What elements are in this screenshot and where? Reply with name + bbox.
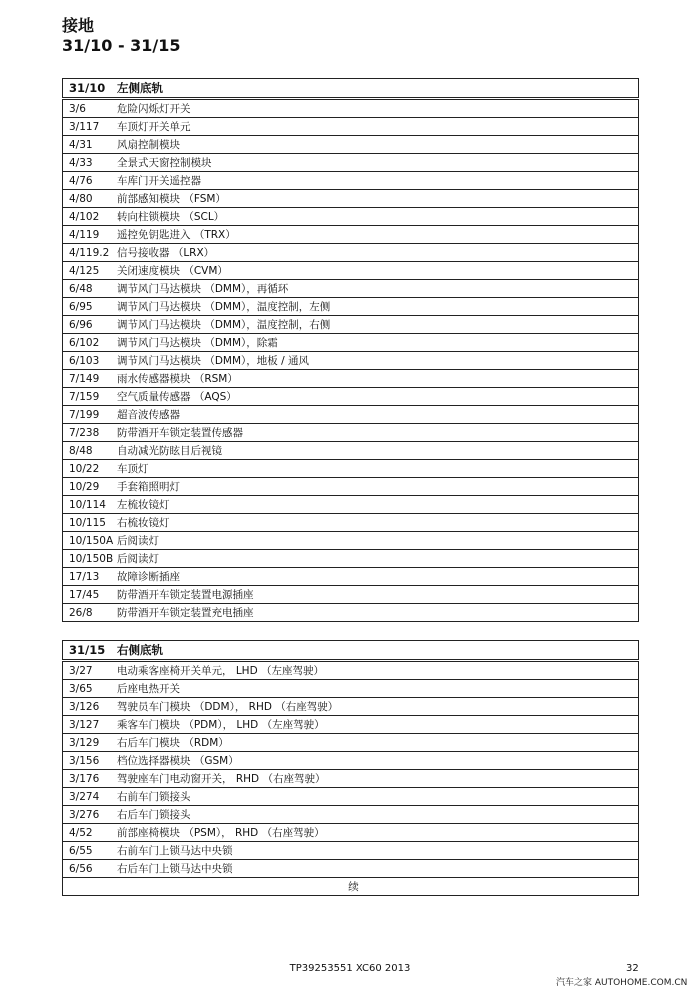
table-row (63, 586, 639, 604)
component-description: 后阅读灯 (113, 532, 639, 550)
table-row (63, 604, 639, 622)
table-row (63, 698, 639, 716)
table-row (63, 136, 639, 154)
component-description: 调节风门马达模块 （DMM），温度控制，右侧 (113, 316, 639, 334)
component-code: 7/159 (63, 388, 114, 406)
table-row (63, 280, 639, 298)
table-row (63, 478, 639, 496)
component-description: 后座电热开关 (113, 680, 639, 698)
table-row (63, 770, 639, 788)
table-header (63, 79, 639, 99)
table-row (63, 154, 639, 172)
table-row (63, 172, 639, 190)
component-description: 危险闪烁灯开关 (113, 99, 639, 118)
component-description: 右前车门上锁马达中央锁 (113, 842, 639, 860)
component-description: 故障诊断插座 (113, 568, 639, 586)
table-row (63, 406, 639, 424)
table-row (63, 334, 639, 352)
table-row (63, 860, 639, 878)
component-code: 10/150B (63, 550, 114, 568)
table-row (63, 190, 639, 208)
component-description: 信号接收器 （LRX） (113, 244, 639, 262)
component-code: 10/22 (63, 460, 114, 478)
page-subtitle: 31/10 - 31/15 (62, 36, 181, 55)
table-row (63, 262, 639, 280)
table-row (63, 298, 639, 316)
page-title: 接地 (62, 16, 95, 35)
component-description: 遥控免钥匙进入 （TRX） (113, 226, 639, 244)
component-code: 6/96 (63, 316, 114, 334)
table-row (63, 824, 639, 842)
footer-document-id: TP39253551 XC60 2013 (289, 963, 411, 974)
component-code: 10/114 (63, 496, 114, 514)
component-description: 电动乘客座椅开关单元， LHD （左座驾驶） (113, 661, 639, 680)
table-row (63, 842, 639, 860)
table-row (63, 226, 639, 244)
component-description: 前部座椅模块 （PSM）， RHD （右座驾驶） (113, 824, 639, 842)
component-description: 驾驶员车门模块 （DDM）， RHD （右座驾驶） (113, 698, 639, 716)
table-header-name: 右侧底轨 (113, 641, 639, 661)
left-rail-table (62, 78, 639, 622)
table-header-code: 31/10 (63, 79, 114, 99)
table-row (63, 806, 639, 824)
component-description: 防带酒开车锁定装置传感器 (113, 424, 639, 442)
table-row (63, 788, 639, 806)
component-description: 右后车门锁接头 (113, 806, 639, 824)
component-code: 6/55 (63, 842, 114, 860)
component-code: 3/6 (63, 99, 114, 118)
watermark-text: 汽车之家 AUTOHOME.COM.CN (556, 978, 688, 988)
component-code: 4/31 (63, 136, 114, 154)
table-row (63, 99, 639, 118)
component-code: 4/125 (63, 262, 114, 280)
component-description: 全景式天窗控制模块 (113, 154, 639, 172)
component-description: 车顶灯开关单元 (113, 118, 639, 136)
table-row (63, 734, 639, 752)
component-code: 3/127 (63, 716, 114, 734)
table-row (63, 716, 639, 734)
component-code: 3/129 (63, 734, 114, 752)
component-code: 3/117 (63, 118, 114, 136)
component-code: 6/95 (63, 298, 114, 316)
component-description: 车顶灯 (113, 460, 639, 478)
table-row (63, 568, 639, 586)
component-description: 档位选择器模块 （GSM） (113, 752, 639, 770)
component-code: 6/102 (63, 334, 114, 352)
component-code: 3/156 (63, 752, 114, 770)
page-header (62, 16, 181, 56)
component-code: 3/27 (63, 661, 114, 680)
component-code: 4/80 (63, 190, 114, 208)
continued-label: 续 (63, 878, 639, 896)
table-row (63, 532, 639, 550)
component-description: 右前车门锁接头 (113, 788, 639, 806)
component-code: 6/48 (63, 280, 114, 298)
component-code: 26/8 (63, 604, 114, 622)
component-description: 右后车门模块 （RDM） (113, 734, 639, 752)
component-code: 6/56 (63, 860, 114, 878)
component-description: 关闭速度模块 （CVM） (113, 262, 639, 280)
table-row (63, 424, 639, 442)
component-code: 3/126 (63, 698, 114, 716)
component-description: 乘客车门模块 （PDM）， LHD （左座驾驶） (113, 716, 639, 734)
continued-row (63, 878, 639, 896)
table-row (63, 316, 639, 334)
component-description: 风扇控制模块 (113, 136, 639, 154)
table-row (63, 661, 639, 680)
table-row (63, 496, 639, 514)
component-code: 4/119 (63, 226, 114, 244)
component-code: 10/150A (63, 532, 114, 550)
component-description: 防带酒开车锁定装置电源插座 (113, 586, 639, 604)
component-description: 前部感知模块 （FSM） (113, 190, 639, 208)
component-description: 转向柱锁模块 （SCL） (113, 208, 639, 226)
table-row (63, 118, 639, 136)
footer-page-number: 32 (626, 963, 639, 974)
table-header-name: 左侧底轨 (113, 79, 639, 99)
table-row (63, 208, 639, 226)
component-description: 左梳妆镜灯 (113, 496, 639, 514)
component-description: 车库门开关遥控器 (113, 172, 639, 190)
component-code: 3/176 (63, 770, 114, 788)
component-code: 3/276 (63, 806, 114, 824)
component-code: 3/274 (63, 788, 114, 806)
component-code: 10/29 (63, 478, 114, 496)
component-description: 调节风门马达模块 （DMM），地板 / 通风 (113, 352, 639, 370)
table-header-code: 31/15 (63, 641, 114, 661)
table-row (63, 550, 639, 568)
table-header (63, 641, 639, 661)
component-code: 4/76 (63, 172, 114, 190)
component-description: 调节风门马达模块 （DMM），温度控制，左侧 (113, 298, 639, 316)
component-code: 6/103 (63, 352, 114, 370)
component-description: 右后车门上锁马达中央锁 (113, 860, 639, 878)
component-description: 雨水传感器模块 （RSM） (113, 370, 639, 388)
table-row (63, 388, 639, 406)
table-row (63, 370, 639, 388)
table-row (63, 680, 639, 698)
component-code: 8/48 (63, 442, 114, 460)
component-code: 4/119.2 (63, 244, 114, 262)
component-code: 4/33 (63, 154, 114, 172)
component-description: 驾驶座车门电动窗开关， RHD （右座驾驶） (113, 770, 639, 788)
table-row (63, 514, 639, 532)
component-description: 防带酒开车锁定装置充电插座 (113, 604, 639, 622)
component-code: 4/52 (63, 824, 114, 842)
right-rail-table (62, 640, 639, 896)
component-code: 17/13 (63, 568, 114, 586)
component-code: 4/102 (63, 208, 114, 226)
component-description: 右梳妆镜灯 (113, 514, 639, 532)
component-description: 调节风门马达模块 （DMM），再循环 (113, 280, 639, 298)
table-row (63, 442, 639, 460)
component-description: 手套箱照明灯 (113, 478, 639, 496)
component-description: 空气质量传感器 （AQS） (113, 388, 639, 406)
component-code: 3/65 (63, 680, 114, 698)
component-code: 10/115 (63, 514, 114, 532)
table-row (63, 752, 639, 770)
component-code: 7/238 (63, 424, 114, 442)
component-description: 超音波传感器 (113, 406, 639, 424)
component-description: 调节风门马达模块 （DMM），除霜 (113, 334, 639, 352)
component-code: 17/45 (63, 586, 114, 604)
table-row (63, 460, 639, 478)
component-description: 后阅读灯 (113, 550, 639, 568)
component-description: 自动减光防眩目后视镜 (113, 442, 639, 460)
table-row (63, 352, 639, 370)
component-code: 7/149 (63, 370, 114, 388)
component-code: 7/199 (63, 406, 114, 424)
table-row (63, 244, 639, 262)
